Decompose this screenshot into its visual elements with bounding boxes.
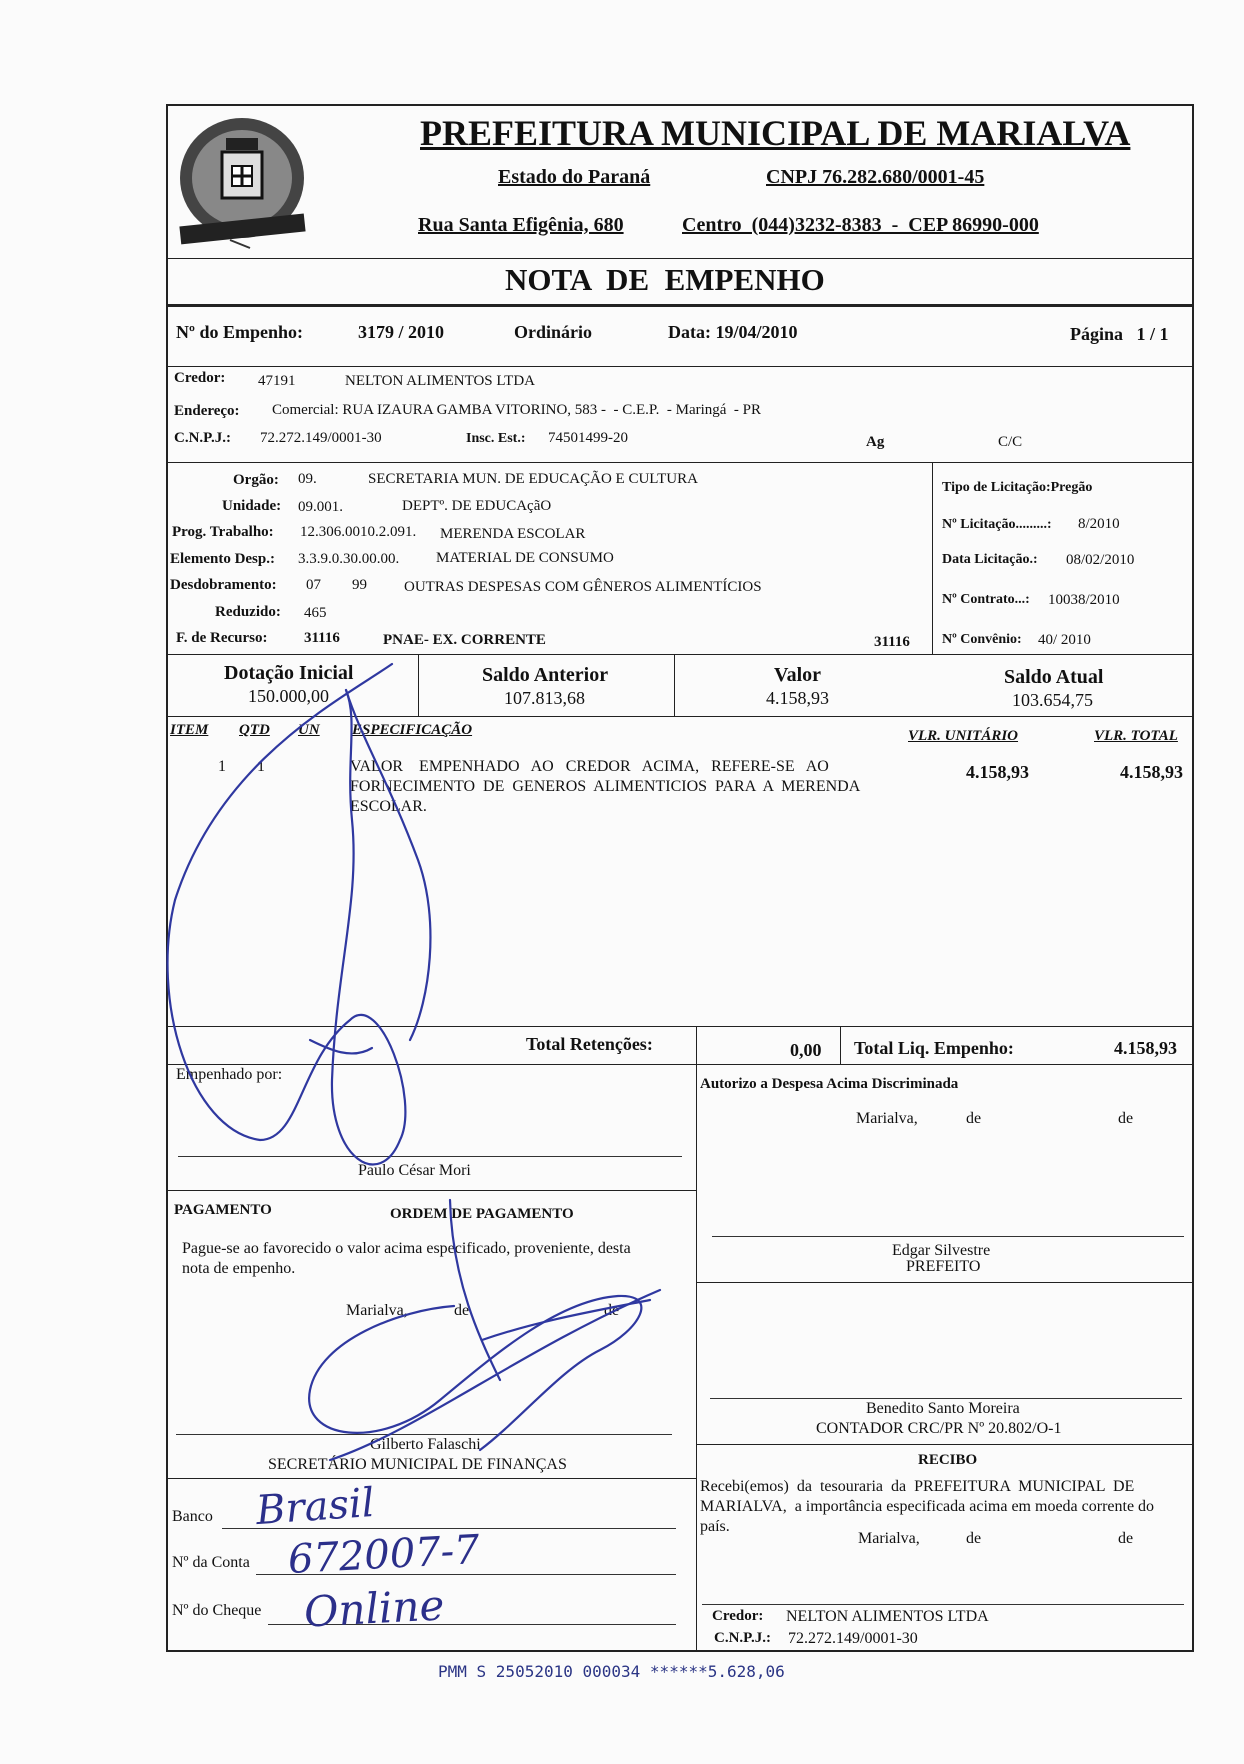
empenho-label: Nº do Empenho: xyxy=(176,322,303,342)
recibo-place: Marialva, xyxy=(858,1530,920,1547)
machine-stamp: PMM S 25052010 000034 ******5.628,06 xyxy=(438,1662,785,1681)
ordem-pagamento-label: ORDEM DE PAGAMENTO xyxy=(390,1206,574,1222)
pagamento-text-1: Pague-se ao favorecido o valor acima especificado, proveniente, desta xyxy=(182,1240,631,1257)
cheque-label: Nº do Cheque xyxy=(172,1602,262,1619)
orgao-name: SECRETARIA MUN. DE EDUCAÇÃO E CULTURA xyxy=(368,471,698,487)
licitacao-num-label: Nº Licitação.........: xyxy=(942,517,1052,532)
licitacao-date-label: Data Licitação.: xyxy=(942,552,1038,567)
recibo-de-1: de xyxy=(966,1530,982,1547)
banco-label: Banco xyxy=(172,1508,213,1525)
cc-label: C/C xyxy=(998,434,1023,450)
credor-cnpj: 72.272.149/0001-30 xyxy=(260,430,382,446)
retencoes-value: 0,00 xyxy=(790,1040,822,1060)
item-spec-line-3: ESCOLAR. xyxy=(350,798,427,815)
orgao-label: Orgão: xyxy=(233,472,279,488)
desdobramento-a: 07 xyxy=(306,577,321,593)
secretario-name: Gilberto Falaschi xyxy=(370,1436,481,1453)
recibo-text-2: MARIALVA, a importância especificada acima em moeda corrente do xyxy=(700,1498,1155,1515)
saldo-anterior-value: 107.813,68 xyxy=(504,688,585,708)
liquido-label: Total Liq. Empenho: xyxy=(854,1038,1014,1058)
valor-value: 4.158,93 xyxy=(766,688,829,708)
address-label: Endereço: xyxy=(174,403,240,419)
saldo-atual-value: 103.654,75 xyxy=(1012,690,1093,710)
unidade-label: Unidade: xyxy=(222,498,282,514)
empenho-type: Ordinário xyxy=(514,322,593,342)
empenhado-name: Paulo César Mori xyxy=(358,1162,471,1179)
prog-name: MERENDA ESCOLAR xyxy=(440,526,586,542)
credor-address: Comercial: RUA IZAURA GAMBA VITORINO, 583 - - C.E.P. - Maringá - PR xyxy=(272,402,762,418)
recibo-cnpj-value: 72.272.149/0001-30 xyxy=(788,1630,918,1647)
item-spec-line-2: FORNECIMENTO DE GENEROS ALIMENTICIOS PARA A MERENDA xyxy=(350,778,861,795)
pagamento-de-2: de xyxy=(604,1302,620,1319)
address-header: Rua Santa Efigênia, 680 xyxy=(418,214,624,236)
item-qtd: 1 xyxy=(257,758,265,775)
pagamento-place: Marialva, xyxy=(346,1302,408,1319)
handwritten-cheque: Online xyxy=(302,1580,446,1637)
credor-code: 47191 xyxy=(258,373,296,389)
prefeito-name: Edgar Silvestre xyxy=(892,1242,991,1259)
handwritten-conta: 672007-7 xyxy=(286,1527,481,1583)
pagamento-text-2: nota de empenho. xyxy=(182,1260,296,1277)
tipo-licitacao: Tipo de Licitação:Pregão xyxy=(942,480,1093,495)
convenio-value: 40/ 2010 xyxy=(1038,632,1091,648)
vlr-total-header: VLR. TOTAL xyxy=(1094,728,1178,744)
contrato-label: Nº Contrato...: xyxy=(942,592,1030,607)
secretario-role: SECRETÁRIO MUNICIPAL DE FINANÇAS xyxy=(268,1456,567,1473)
elemento-name: MATERIAL DE CONSUMO xyxy=(436,550,614,566)
state-label: Estado do Paraná xyxy=(498,166,651,188)
cnpj-label: C.N.P.J.: xyxy=(174,430,231,446)
item-spec-line-1: VALOR EMPENHADO AO CREDOR ACIMA, REFERE-SE AO xyxy=(350,758,829,775)
pagamento-label: PAGAMENTO xyxy=(174,1202,272,1218)
item-unit-value: 4.158,93 xyxy=(966,762,1029,782)
prog-label: Prog. Trabalho: xyxy=(172,524,274,540)
item-number: 1 xyxy=(218,758,226,775)
qtd-header: QTD xyxy=(239,722,270,738)
conta-label: Nº da Conta xyxy=(172,1554,250,1571)
document-title: NOTA DE EMPENHO xyxy=(505,262,825,297)
autorizo-place: Marialva, xyxy=(856,1110,918,1127)
recibo-credor-label: Credor: xyxy=(712,1608,764,1624)
recurso-code: 31116 xyxy=(304,630,340,646)
insc-label: Insc. Est.: xyxy=(466,431,526,446)
contrato-value: 10038/2010 xyxy=(1048,592,1120,608)
recurso-name: PNAE- EX. CORRENTE xyxy=(383,632,546,648)
valor-label: Valor xyxy=(774,664,822,686)
convenio-label: Nº Convênio: xyxy=(942,632,1022,647)
reduzido-label: Reduzido: xyxy=(215,604,281,620)
vlr-unitario-header: VLR. UNITÁRIO xyxy=(908,728,1019,744)
recibo-text-1: Recebi(emos) da tesouraria da PREFEITURA MUNICIPAL DE xyxy=(700,1478,1135,1495)
contact-header: Centro (044)3232-8383 - CEP 86990-000 xyxy=(682,214,1039,236)
unidade-code: 09.001. xyxy=(298,499,343,515)
especificacao-header: ESPECIFICAÇÃO xyxy=(352,722,473,738)
ag-label: Ag xyxy=(866,434,885,450)
municipality-title: PREFEITURA MUNICIPAL DE MARIALVA xyxy=(420,113,1131,153)
autorizo-de-2: de xyxy=(1118,1110,1134,1127)
desdobramento-b: 99 xyxy=(352,577,367,593)
elemento-code: 3.3.9.0.30.00.00. xyxy=(298,551,400,567)
recurso-code-2: 31116 xyxy=(874,634,910,650)
saldo-atual-label: Saldo Atual xyxy=(1004,666,1104,688)
handwritten-banco: Brasil xyxy=(254,1479,376,1535)
page-number: Página 1 / 1 xyxy=(1070,324,1169,344)
recibo-credor-name: NELTON ALIMENTOS LTDA xyxy=(786,1608,989,1625)
desdobramento-name: OUTRAS DESPESAS COM GÊNEROS ALIMENTÍCIOS xyxy=(404,579,762,595)
autorizo-de-1: de xyxy=(966,1110,982,1127)
recibo-text-3: país. xyxy=(700,1518,730,1535)
empenho-number: 3179 / 2010 xyxy=(358,322,445,342)
insc-value: 74501499-20 xyxy=(548,430,628,446)
empenhado-label: Empenhado por: xyxy=(176,1066,283,1083)
orgao-code: 09. xyxy=(298,471,317,487)
credor-label: Credor: xyxy=(174,370,226,386)
retencoes-label: Total Retenções: xyxy=(526,1034,653,1054)
autorizo-label: Autorizo a Despesa Acima Discriminada xyxy=(700,1076,959,1092)
credor-name: NELTON ALIMENTOS LTDA xyxy=(345,373,536,389)
empenho-date: Data: 19/04/2010 xyxy=(668,322,798,342)
recibo-cnpj-label: C.N.P.J.: xyxy=(714,1630,771,1646)
dotacao-label: Dotação Inicial xyxy=(224,662,354,684)
recibo-de-2: de xyxy=(1118,1530,1134,1547)
recibo-label: RECIBO xyxy=(918,1452,978,1468)
cnpj-header: CNPJ 76.282.680/0001-45 xyxy=(766,166,985,188)
recurso-label: F. de Recurso: xyxy=(176,630,268,646)
pagamento-de-1: de xyxy=(454,1302,470,1319)
reduzido-value: 465 xyxy=(304,605,327,621)
dotacao-value: 150.000,00 xyxy=(248,686,329,706)
licitacao-date: 08/02/2010 xyxy=(1066,552,1135,568)
contador-name: Benedito Santo Moreira xyxy=(866,1400,1020,1417)
contador-role: CONTADOR CRC/PR Nº 20.802/O-1 xyxy=(816,1420,1062,1437)
item-total-value: 4.158,93 xyxy=(1120,762,1183,782)
saldo-anterior-label: Saldo Anterior xyxy=(482,664,609,686)
prog-code: 12.306.0010.2.091. xyxy=(300,524,417,540)
un-header: UN xyxy=(298,722,320,738)
item-header: ITEM xyxy=(170,722,209,738)
elemento-label: Elemento Desp.: xyxy=(170,551,275,567)
desdobramento-label: Desdobramento: xyxy=(170,577,277,593)
unidade-name: DEPTº. DE EDUCAçãO xyxy=(402,498,552,514)
licitacao-num: 8/2010 xyxy=(1078,516,1120,532)
liquido-value: 4.158,93 xyxy=(1114,1038,1177,1058)
prefeito-role: PREFEITO xyxy=(906,1258,981,1275)
